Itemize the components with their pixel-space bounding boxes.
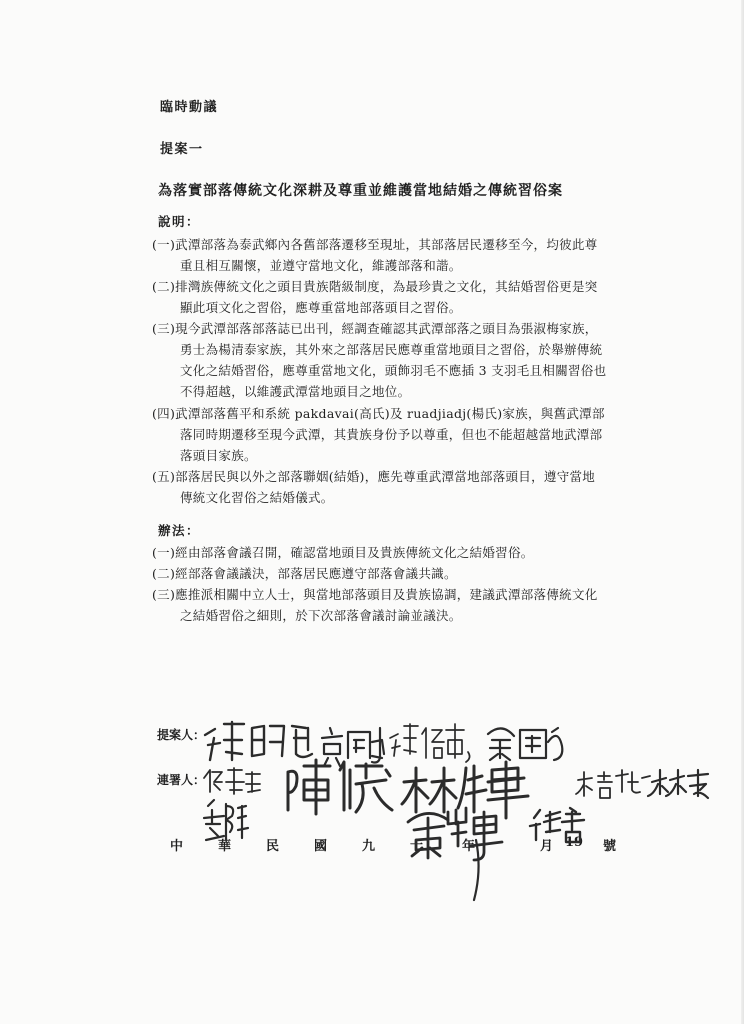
explanation-line: (四)武潭部落舊平和系統 pakdavai(高氏)及 ruadjiadj(楊氏)家族，與舊武潭部 bbox=[152, 406, 605, 421]
date-char: 號 bbox=[603, 839, 617, 854]
explanation-line: 落頭目家族。 bbox=[180, 448, 257, 463]
date-char: 九 bbox=[362, 839, 376, 854]
proposal-title: 為落實部落傳統文化深耕及尊重並維護當地結婚之傳統習俗案 bbox=[158, 183, 563, 199]
date-char: 民 bbox=[266, 839, 280, 854]
signature-scribble bbox=[648, 770, 708, 798]
signature-scribble bbox=[205, 722, 312, 760]
explanation-label: 說明： bbox=[158, 214, 201, 229]
proposer-label: 提案人： bbox=[157, 728, 206, 742]
signature-scribble bbox=[576, 770, 650, 798]
method-line: 之結婚習俗之細則，於下次部落會議討論並議決。 bbox=[180, 608, 462, 623]
signature-scribble bbox=[530, 808, 584, 842]
signature-scribble bbox=[390, 724, 470, 762]
explanation-line: 顯此項文化之習俗，應尊重當地部落頭目之習俗。 bbox=[180, 300, 462, 315]
signature-scribble bbox=[322, 728, 384, 766]
explanation-line: 不得超越，以維護武潭當地頭目之地位。 bbox=[180, 384, 411, 399]
method-line: (三)應推派相關中立人士，與當地部落頭目及貴族協調，建議武潭部落傳統文化 bbox=[152, 587, 598, 602]
signature-scribble bbox=[408, 808, 502, 860]
date-char: 月 bbox=[540, 839, 554, 854]
explanation-line: 勇士為楊清泰家族，其外來之部落居民應尊重當地頭目之習俗，於舉辦傳統 bbox=[180, 342, 603, 357]
explanation-line: 落同時期遷移至現今武潭，其貴族身份予以尊重，但也不能超越當地武潭部 bbox=[180, 427, 603, 442]
method-line: (一)經由部落會議召開，確認當地頭目及貴族傳統文化之結婚習俗。 bbox=[152, 545, 534, 560]
signature-scribble bbox=[474, 840, 479, 900]
date-char: 年 bbox=[462, 839, 476, 854]
explanation-line: 文化之結婚習俗，應尊重當地文化，頭飾羽毛不應插 3 支羽毛且相關習俗也 bbox=[180, 363, 607, 378]
signature-scribble bbox=[204, 768, 260, 794]
explanation-line: 傳統文化習俗之結婚儀式。 bbox=[180, 490, 334, 505]
explanation-line: (五)部落居民與以外之部落聯姻(結婚)，應先尊重武潭當地部落頭目，遵守當地 bbox=[152, 469, 596, 484]
explanation-line: 重且相互關懷，並遵守當地文化，維護部落和諧。 bbox=[180, 258, 462, 273]
explanation-line: (三)現今武潭部落部落誌已出刊，經調查確認其武潭部落之頭目為張淑梅家族， bbox=[152, 321, 598, 336]
method-line: (二)經部落會議議決，部落居民應遵守部落會議共識。 bbox=[152, 566, 457, 581]
section-heading: 臨時動議 bbox=[160, 100, 219, 115]
date-char: 19 bbox=[565, 835, 584, 850]
signature-scribble bbox=[488, 728, 562, 760]
signature-scribble bbox=[288, 760, 392, 814]
signature-scribble bbox=[204, 800, 248, 840]
explanation-line: (一)武潭部落為泰武鄉內各舊部落遷移至現址，其部落居民遷移至今，均彼此尊 bbox=[152, 237, 598, 252]
date-char: 華 bbox=[218, 839, 232, 854]
date-char: 十 bbox=[410, 839, 424, 854]
date-char: 國 bbox=[314, 839, 328, 854]
date-char: 中 bbox=[170, 839, 184, 854]
explanation-line: (二)排灣族傳統文化之頭目貴族階級制度，為最珍貴之文化，其結婚習俗更是突 bbox=[152, 279, 598, 294]
method-label: 辦法： bbox=[158, 523, 201, 538]
cosigner-label: 連署人： bbox=[157, 773, 206, 787]
proposal-number: 提案一 bbox=[160, 142, 204, 157]
